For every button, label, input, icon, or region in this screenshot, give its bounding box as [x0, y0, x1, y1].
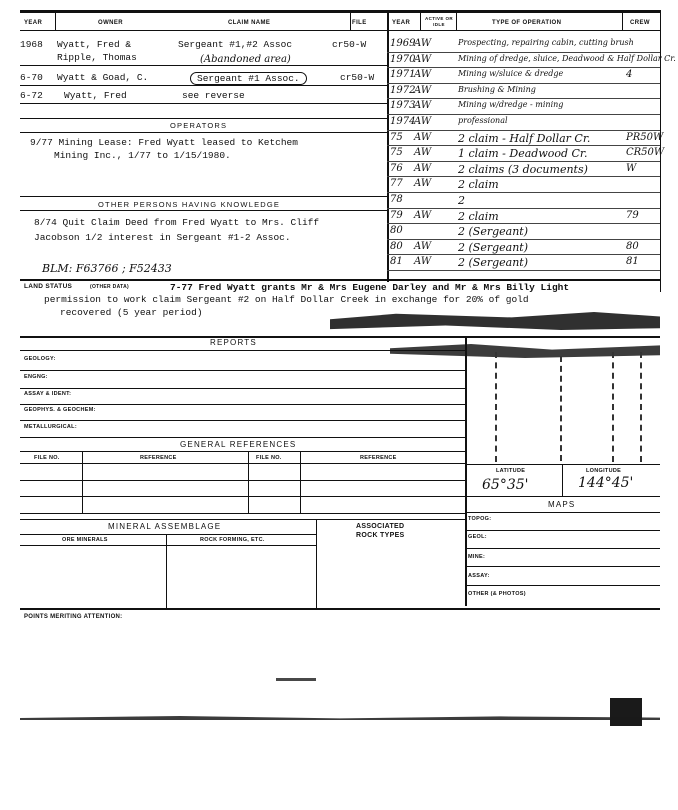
scan-speck — [276, 678, 316, 681]
ops-row-rule — [387, 239, 660, 240]
ops-type: 2 claim - Half Dollar Cr. — [458, 131, 591, 145]
ops-year: 1970 — [390, 53, 416, 65]
ops-year: 1974 — [390, 116, 416, 127]
reports-row-rule — [20, 370, 465, 371]
mineral-rule — [20, 545, 316, 546]
map-area-mark — [612, 352, 614, 462]
row-rule — [20, 103, 387, 104]
scan-dark-patch — [610, 698, 642, 726]
reports-geology: GEOLOGY: — [24, 356, 56, 362]
owner-name: Wyatt, Fred & — [57, 39, 132, 50]
header-file: FILE — [352, 20, 367, 26]
longitude-label: LONGITUDE — [586, 468, 622, 474]
ops-year: 1971 — [390, 69, 416, 81]
ops-type: 2 claim — [458, 178, 499, 192]
row-rule — [20, 85, 387, 86]
ops-year: 1972 — [390, 84, 416, 96]
land-status-rule — [20, 279, 660, 281]
ops-type: 2 — [458, 194, 465, 207]
ops-type: Brushing & Mining — [458, 84, 536, 94]
ops-type: 2 claim — [458, 209, 499, 223]
section-rule — [20, 210, 387, 211]
gen-ref-col-reference: REFERENCE — [140, 455, 177, 461]
ops-crew: 80 — [626, 240, 639, 252]
ops-row-rule — [387, 223, 660, 224]
header-active-idle: ACTIVE OR IDLE — [424, 16, 454, 27]
header-crew: CREW — [630, 20, 650, 26]
ops-type: Prospecting, repairing cabin, cutting brush — [458, 38, 634, 47]
ops-crew: 79 — [626, 209, 639, 221]
top-border — [20, 10, 660, 13]
ops-status: AW — [414, 100, 432, 112]
operators-line: 9/77 Mining Lease: Fred Wyatt leased to Ketchem — [30, 137, 298, 148]
rock-forming-col: ROCK FORMING, ETC. — [200, 537, 265, 543]
hdr-divider — [350, 12, 351, 30]
other-persons-title: OTHER PERSONS HAVING KNOWLEDGE — [98, 200, 281, 209]
blm-note: BLM: F63766 ; F52433 — [42, 262, 172, 275]
mineral-rule — [20, 534, 316, 535]
ops-year: 75 — [390, 131, 403, 143]
coord-rule — [465, 496, 660, 497]
maps-topog: TOPOG: — [468, 516, 492, 522]
gen-ref-rule — [20, 451, 465, 452]
other-persons-line: 8/74 Quit Claim Deed from Fred Wyatt to Mrs. Cliff — [34, 217, 320, 228]
ops-year: 81 — [390, 256, 403, 268]
longitude-value: 144°45' — [578, 475, 634, 491]
reports-row-rule — [20, 388, 465, 389]
maps-row-rule — [465, 566, 660, 567]
hdr-divider — [622, 12, 623, 30]
operators-line: Mining Inc., 1/77 to 1/15/1980. — [54, 150, 231, 161]
ops-year: 1969 — [390, 38, 416, 49]
ops-row-rule — [387, 67, 660, 68]
land-status-line: permission to work claim Sergeant #2 on Half Dollar Creek in exchange for 20% of gold — [44, 294, 529, 305]
gen-ref-col-reference-2: REFERENCE — [360, 455, 397, 461]
claim-name: see reverse — [182, 90, 245, 101]
gen-ref-col-file-no-2: FILE NO. — [256, 455, 282, 461]
header-claim-name: CLAIM NAME — [228, 20, 271, 26]
ops-status: AW — [414, 256, 432, 268]
reports-assay: ASSAY & IDENT: — [24, 391, 72, 397]
scan-smear — [330, 312, 660, 330]
handwritten-claim-note: (Abandoned area) — [200, 54, 291, 65]
ore-minerals-col: ORE MINERALS — [62, 537, 108, 543]
owner-name: Ripple, Thomas — [57, 52, 137, 63]
maps-other: OTHER (& PHOTOS) — [468, 591, 526, 597]
associated-title-1: ASSOCIATED — [356, 523, 405, 530]
owner-year: 6-70 — [20, 72, 43, 83]
owner-name: Wyatt, Fred — [64, 90, 127, 101]
ops-status: AW — [414, 147, 432, 159]
ops-crew: 4 — [626, 69, 633, 81]
ops-row-rule — [387, 130, 660, 131]
hdr-divider — [456, 12, 457, 30]
maps-title: MAPS — [548, 500, 576, 509]
maps-row-rule — [465, 548, 660, 549]
header-year: YEAR — [24, 20, 43, 26]
owner-name: Wyatt & Goad, C. — [57, 72, 149, 83]
file-number: cr50-W — [332, 39, 367, 50]
scan-smear — [390, 344, 660, 358]
ops-row-rule — [387, 270, 660, 271]
header-year-2: YEAR — [392, 20, 411, 26]
ops-crew: CR50W — [626, 147, 665, 159]
ops-status: AW — [414, 178, 432, 190]
maps-rule — [465, 512, 660, 513]
ops-type: 1 claim - Deadwood Cr. — [458, 147, 588, 161]
header-owner: OWNER — [98, 20, 123, 26]
ops-year: 77 — [390, 178, 403, 190]
gen-ref-row — [20, 513, 465, 514]
reports-row-rule — [20, 437, 465, 438]
owner-year: 1968 — [20, 39, 43, 50]
mineral-divider — [316, 519, 317, 608]
reports-geophys: GEOPHYS. & GEOCHEM: — [24, 407, 96, 413]
ops-type: 2 (Sergeant) — [458, 256, 528, 270]
land-status-line: 7-77 Fred Wyatt grants Mr & Mrs Eugene Darley and Mr & Mrs Billy Light — [170, 282, 570, 293]
ops-row-rule — [387, 52, 660, 53]
scan-smear-bottom — [20, 716, 660, 720]
gen-ref-col-file-no: FILE NO. — [34, 455, 60, 461]
ops-row-rule — [387, 83, 660, 84]
ops-status: AW — [414, 38, 432, 49]
ops-status: AW — [414, 69, 432, 81]
maps-geol: GEOL: — [468, 534, 487, 540]
reports-top-rule — [20, 336, 660, 338]
reports-rule — [20, 350, 465, 351]
ops-row-rule — [387, 161, 660, 162]
ops-year: 80 — [390, 240, 403, 252]
ops-year: 79 — [390, 209, 403, 221]
section-rule — [20, 132, 387, 133]
ops-crew: W — [626, 162, 637, 174]
reports-engng: ENGNG: — [24, 374, 48, 380]
land-status-line: recovered (5 year period) — [60, 307, 203, 318]
ops-type: 2 (Sergeant) — [458, 240, 528, 254]
ops-type: Mining of dredge, sluice, Deadwood & Half Dollar Cr. — [458, 53, 676, 63]
ops-type: Mining w/dredge - mining — [458, 100, 564, 110]
row-rule — [20, 65, 387, 66]
file-number: cr50-W — [340, 72, 375, 83]
claim-name: Sergeant #1,#2 Assoc — [178, 39, 293, 50]
maps-assay: ASSAY: — [468, 573, 490, 579]
ops-row-rule — [387, 98, 660, 99]
other-persons-line: Jacobson 1/2 interest in Sergeant #1-2 Assoc. — [34, 232, 291, 243]
hdr-divider — [55, 12, 56, 30]
ops-year: 1973 — [390, 100, 416, 112]
ops-status: AW — [414, 53, 432, 65]
mineral-assemblage-title: MINERAL ASSEMBLAGE — [108, 522, 222, 531]
ops-status: AW — [414, 162, 432, 174]
gen-ref-divider — [248, 451, 249, 513]
ops-row-rule — [387, 254, 660, 255]
reports-row-rule — [20, 420, 465, 421]
reports-metallurgical: METALLURGICAL: — [24, 424, 77, 430]
ops-row-rule — [387, 208, 660, 209]
operators-title: OPERATORS — [170, 121, 228, 130]
land-status-label: LAND STATUS — [24, 283, 73, 290]
ops-row-rule — [387, 145, 660, 146]
maps-mine: MINE: — [468, 554, 486, 560]
ops-row-rule — [387, 176, 660, 177]
reports-row-rule — [20, 404, 465, 405]
coord-divider — [562, 464, 563, 496]
ops-status: AW — [414, 116, 432, 127]
gen-ref-row — [20, 496, 465, 497]
ops-status: AW — [414, 131, 432, 143]
ops-crew: 81 — [626, 256, 639, 268]
owner-year: 6-72 — [20, 90, 43, 101]
ops-status: AW — [414, 209, 432, 221]
ops-year: 80 — [390, 225, 403, 237]
ops-year: 78 — [390, 194, 403, 205]
row-rule — [20, 118, 387, 119]
ops-type: 2 (Sergeant) — [458, 225, 528, 239]
points-meriting-attention: POINTS MERITING ATTENTION: — [24, 614, 123, 620]
latitude-value: 65°35' — [482, 477, 529, 493]
ops-type: 2 claims (3 documents) — [458, 162, 588, 176]
mineral-top-rule — [20, 519, 465, 520]
ops-row-rule — [387, 192, 660, 193]
reports-title: REPORTS — [210, 338, 257, 347]
ops-crew: PR50W — [626, 131, 664, 143]
general-references-title: GENERAL REFERENCES — [180, 440, 297, 449]
ops-status: AW — [414, 240, 432, 252]
hdr-divider — [420, 12, 421, 30]
associated-title-2: ROCK TYPES — [356, 532, 405, 539]
maps-row-rule — [465, 530, 660, 531]
gen-ref-divider — [300, 451, 301, 513]
ops-row-rule — [387, 114, 660, 115]
section-rule — [20, 196, 387, 197]
map-area-mark — [495, 352, 497, 462]
ops-year: 75 — [390, 147, 403, 159]
ops-type: professional — [458, 116, 508, 125]
gen-ref-divider — [82, 451, 83, 513]
latitude-label: LATITUDE — [496, 468, 526, 474]
claim-name-circled: Sergeant #1 Assoc. — [190, 72, 307, 85]
maps-row-rule — [465, 585, 660, 586]
ops-type: Mining w/sluice & dredge — [458, 69, 564, 79]
mineral-bottom-rule — [20, 608, 660, 610]
ops-status: AW — [414, 84, 432, 96]
map-area-mark — [560, 356, 562, 461]
header-type-of-operation: TYPE OF OPERATION — [492, 20, 562, 26]
land-status-sublabel: (OTHER DATA) — [90, 284, 129, 290]
ops-year: 76 — [390, 162, 403, 174]
mineral-col-divider — [166, 534, 167, 608]
map-area-mark — [640, 352, 642, 462]
gen-ref-rule — [20, 463, 465, 464]
gen-ref-row — [20, 480, 465, 481]
header-bottom-rule — [20, 30, 660, 31]
